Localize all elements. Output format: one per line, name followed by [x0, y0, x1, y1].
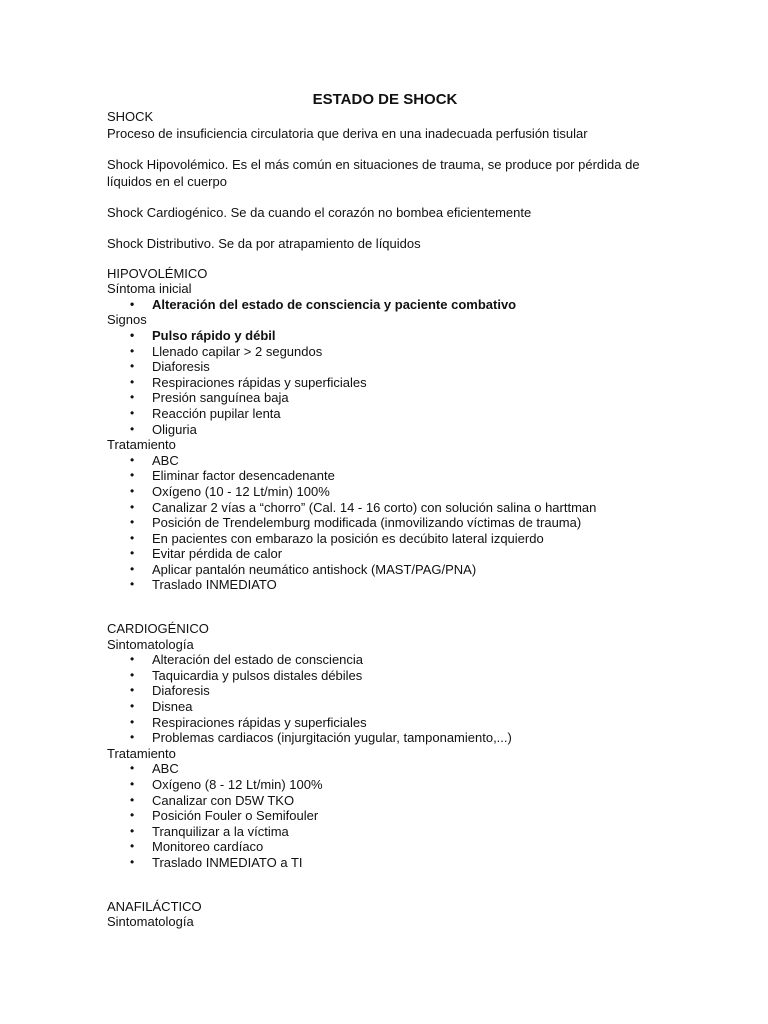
document-page: [107, 91, 667, 930]
tratamiento-list: [107, 761, 667, 870]
sintoma-inicial-label: Síntoma inicial: [107, 281, 192, 297]
signos-list: [107, 328, 667, 437]
tratamiento-label: Tratamiento: [107, 437, 176, 453]
list-item: • Posición Fouler o Semifouler: [107, 808, 667, 824]
list-item: • Oliguria: [107, 422, 667, 438]
list-item: • Llenado capilar > 2 segundos: [107, 344, 667, 360]
list-item: • ABC: [107, 453, 667, 469]
list-item: • Eliminar factor desencadenante: [107, 468, 667, 484]
sintomatologia-label: Sintomatología: [107, 914, 194, 930]
list-item: • Monitoreo cardíaco: [107, 839, 667, 855]
list-item: • Aplicar pantalón neumático antishock (MAST/PAG/PNA): [107, 562, 667, 578]
tratamiento-list: [107, 453, 667, 593]
list-item: • Diaforesis: [107, 359, 667, 375]
distributivo-definition: Shock Distributivo. Se da por atrapamiento de líquidos: [107, 235, 421, 251]
sintoma-inicial-list: [107, 297, 667, 313]
sintomatologia-list: [107, 652, 667, 746]
list-item: • En pacientes con embarazo la posición es decúbito lateral izquierdo: [107, 531, 667, 547]
list-item: • Diaforesis: [107, 683, 667, 699]
cardiogenico-definition: Shock Cardiogénico. Se da cuando el corazón no bombea eficientemente: [107, 204, 532, 220]
list-item: • Taquicardia y pulsos distales débiles: [107, 668, 667, 684]
list-item: • Respiraciones rápidas y superficiales: [107, 715, 667, 731]
shock-heading: SHOCK: [107, 109, 154, 124]
list-item: • Alteración del estado de consciencia y paciente combativo: [107, 297, 667, 313]
hipovolemico-definition: Shock Hipovolémico. Es el más común en situaciones de trauma, se produce por pérdida de líquidos en el cuerpo: [107, 156, 640, 189]
list-item: • Traslado INMEDIATO: [107, 577, 667, 593]
list-item: • Alteración del estado de consciencia: [107, 652, 667, 668]
tratamiento-label: Tratamiento: [107, 745, 176, 761]
section-spacer: [107, 871, 667, 899]
shock-definition: Proceso de insuficiencia circulatoria que deriva en una inadecuada perfusión tisular: [107, 125, 588, 141]
list-item: • ABC: [107, 761, 667, 777]
signos-label: Signos: [107, 312, 147, 328]
list-item: • Canalizar con D5W TKO: [107, 793, 667, 809]
list-item: • Disnea: [107, 699, 667, 715]
list-item: • Oxígeno (8 - 12 Lt/min) 100%: [107, 777, 667, 793]
cardiogenico-heading: CARDIOGÉNICO: [107, 621, 209, 637]
list-item: • Tranquilizar a la víctima: [107, 824, 667, 840]
list-item: • Evitar pérdida de calor: [107, 546, 667, 562]
list-item: • Canalizar 2 vías a “chorro” (Cal. 14 - 16 corto) con solución salina o harttman: [107, 500, 667, 516]
page-title: ESTADO DE SHOCK: [312, 91, 458, 108]
list-item: • Traslado INMEDIATO a TI: [107, 855, 667, 871]
list-item: • Oxígeno (10 - 12 Lt/min) 100%: [107, 484, 667, 500]
list-item: • Problemas cardiacos (injurgitación yugular, tamponamiento,...): [107, 730, 667, 746]
list-item: • Posición de Trendelemburg modificada (inmovilizando víctimas de trauma): [107, 515, 667, 531]
sintomatologia-label: Sintomatología: [107, 636, 194, 652]
section-spacer: [107, 593, 667, 621]
list-item: • Presión sanguínea baja: [107, 390, 667, 406]
hipovolemico-heading: HIPOVOLÉMICO: [107, 265, 208, 281]
anafilactico-heading: ANAFILÁCTICO: [107, 898, 202, 914]
list-item: • Pulso rápido y débil: [107, 328, 667, 344]
list-item: • Respiraciones rápidas y superficiales: [107, 375, 667, 391]
list-item: • Reacción pupilar lenta: [107, 406, 667, 422]
